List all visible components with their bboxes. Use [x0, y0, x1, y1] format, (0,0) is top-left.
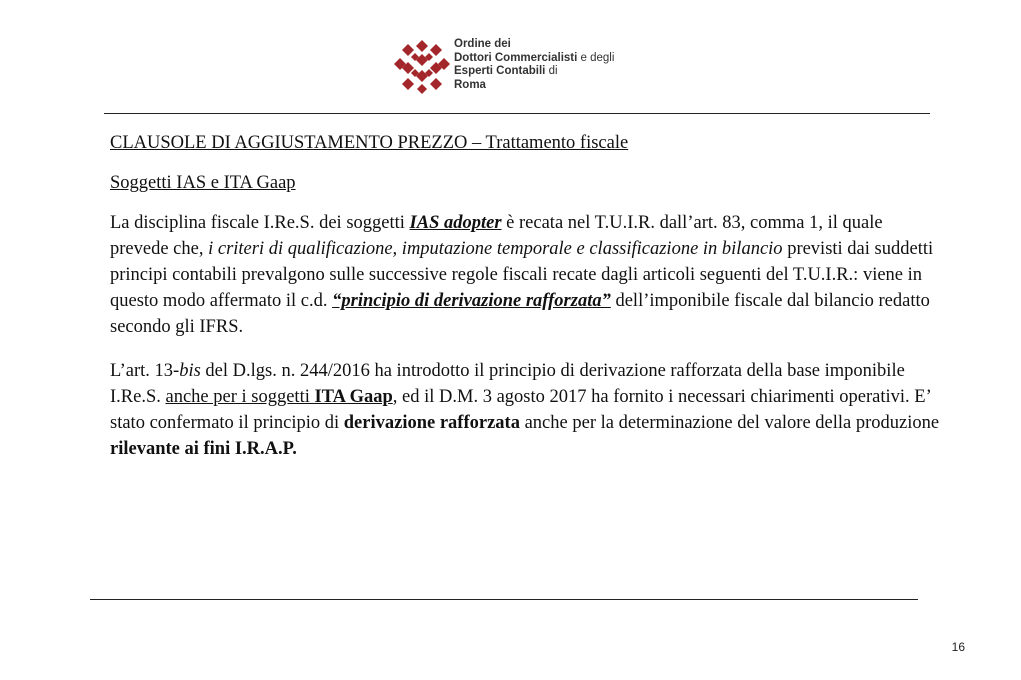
bottom-divider — [90, 599, 918, 600]
para2-bis: bis — [179, 361, 201, 381]
para2-text-3: del D.lgs. n. 244/2016 ha introdotto il principio di derivazione rafforzata della base imponibile I.Re.S. — [110, 361, 905, 407]
page-title: CLAUSOLE DI AGGIUSTAMENTO PREZZO – Trattamento fiscale — [110, 133, 629, 153]
para2-text-1: L’art. 13- — [110, 361, 180, 381]
para1-criteria: i criteri di qualificazione, imputazione temporale e classificazione in bilancio — [208, 239, 783, 259]
para1-text-1: La disciplina fiscale I.Re.S. dei soggetti — [110, 213, 410, 233]
org-line1: Ordine dei — [454, 38, 511, 50]
paragraph-2 — [110, 358, 940, 462]
org-line3-bold: Esperti Contabili — [454, 65, 546, 77]
org-line2-bold: Dottori Commercialisti — [454, 51, 578, 64]
para1-text-5: previsti dai suddetti principi contabili prevalgono sulle successive regole fiscali recate dagli articoli seguenti del T.U.I.R.: viene in questo modo affermato il c.d. — [110, 239, 934, 311]
paragraph-1 — [110, 210, 940, 340]
top-divider — [104, 113, 930, 114]
page-number: 16 — [951, 640, 965, 654]
org-line2-rest: e degli — [577, 51, 615, 64]
para2-ita-gaap: ITA Gaap — [314, 387, 393, 407]
para1-text-7: dell’imponibile fiscale dal bilancio redatto secondo gli IFRS. — [110, 291, 930, 337]
para2-text-6: , ed il D.M. 3 agosto 2017 ha fornito i necessari chiarimenti operativi. E’ stato confermato il principio di — [110, 387, 931, 433]
org-line3-rest: di — [545, 65, 558, 77]
section-subtitle: Soggetti IAS e ITA Gaap — [110, 173, 296, 193]
para1-principle: “principio di derivazione rafforzata” — [332, 291, 611, 311]
org-line4: Roma — [454, 78, 486, 91]
para2-derivazione: derivazione rafforzata — [343, 413, 520, 433]
main-content — [110, 130, 940, 462]
para1-text-3: è recata nel T.U.I.R. dall’art. 83, comma 1, il quale prevede che, — [110, 213, 883, 259]
para2-anche-per: anche per i soggetti — [165, 387, 315, 407]
org-name — [454, 38, 674, 92]
para1-ias-adopter: IAS adopter — [409, 213, 502, 233]
org-logo-icon — [392, 36, 452, 96]
para2-text-8: anche per la determinazione del valore della produzione — [519, 413, 940, 433]
para2-irap: rilevante ai fini I.R.A.P. — [110, 439, 297, 459]
